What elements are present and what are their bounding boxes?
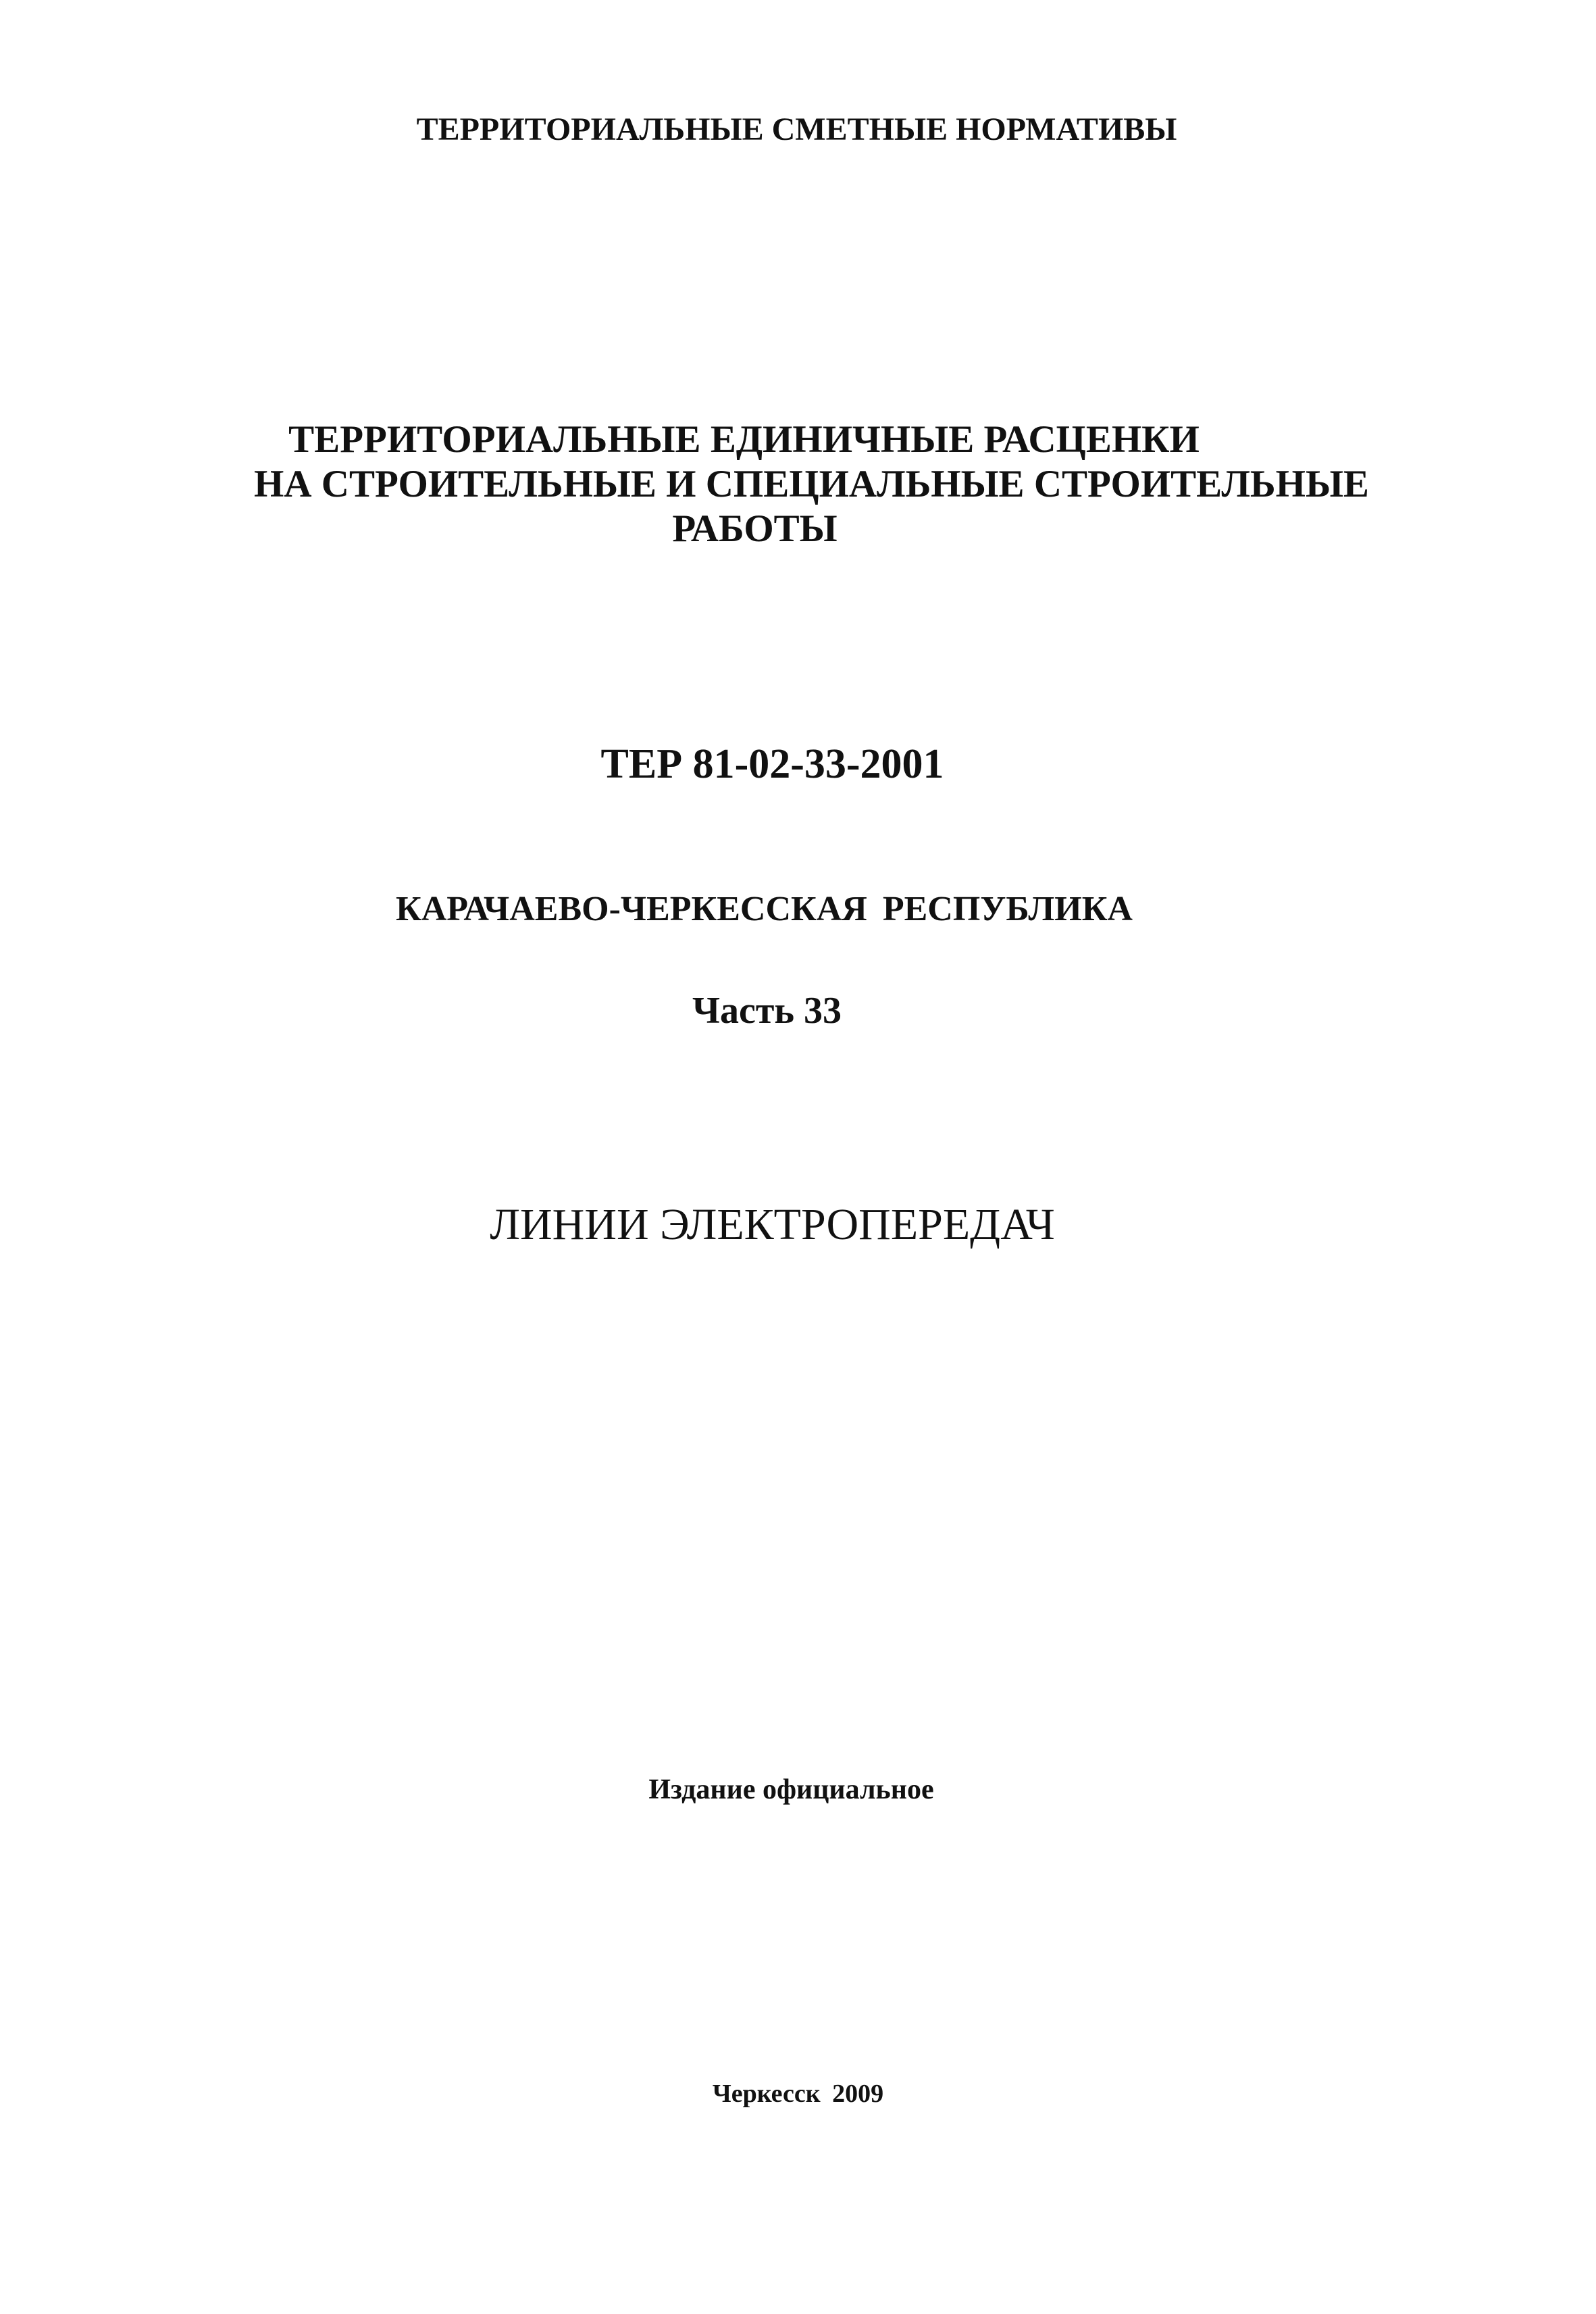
title-line-1: ТЕРРИТОРИАЛЬНЫЕ ЕДИНИЧНЫЕ РАСЦЕНКИ — [288, 418, 1200, 461]
edition-note: Издание официальное — [648, 1774, 934, 1805]
part-number: Часть 33 — [692, 990, 842, 1032]
subject-title: ЛИНИИ ЭЛЕКТРОПЕРЕДАЧ — [490, 1200, 1055, 1249]
place-and-year: Черкесск 2009 — [712, 2080, 884, 2108]
region-name: КАРАЧАЕВО-ЧЕРКЕССКАЯ РЕСПУБЛИКА — [396, 890, 1133, 928]
title-line-3: РАБОТЫ — [672, 507, 838, 550]
document-code: ТЕР 81-02-33-2001 — [600, 741, 944, 787]
document-title — [0, 418, 1596, 551]
document-header: ТЕРРИТОРИАЛЬНЫЕ СМЕТНЫЕ НОРМАТИВЫ — [416, 111, 1177, 147]
title-line-2: НА СТРОИТЕЛЬНЫЕ И СПЕЦИАЛЬНЫЕ СТРОИТЕЛЬНЫЕ — [254, 463, 1369, 505]
